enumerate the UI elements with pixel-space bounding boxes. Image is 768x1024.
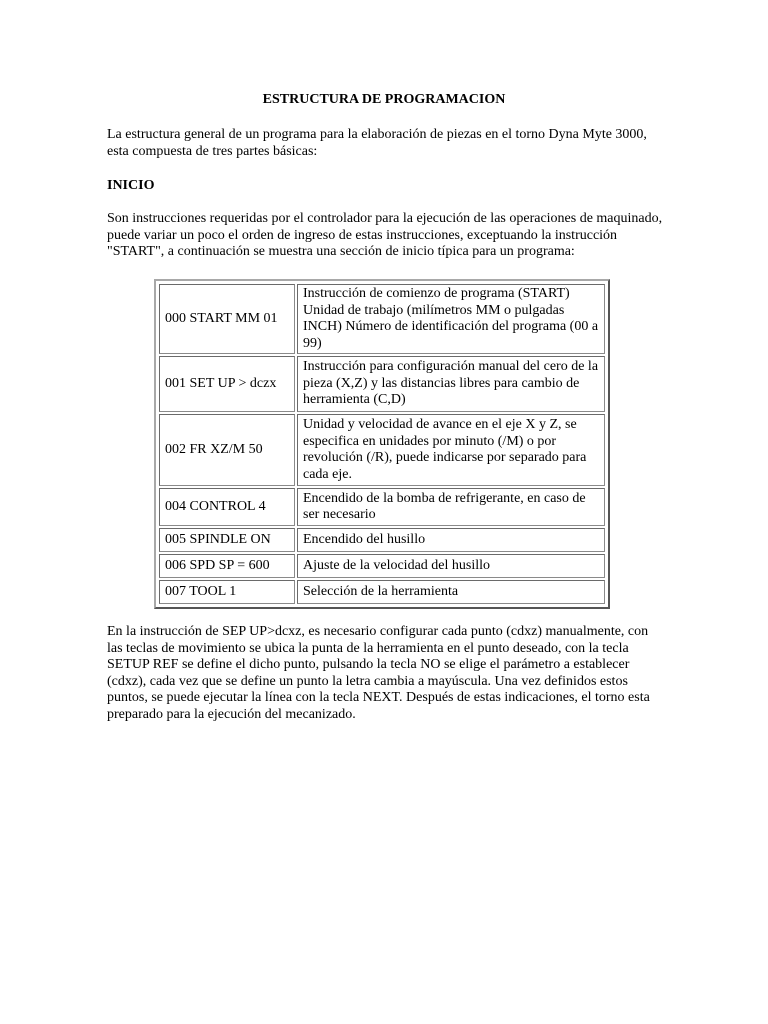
instruction-description-cell: Encendido del husillo (297, 528, 605, 552)
table-row (159, 554, 605, 578)
instruction-code-cell: 002 FR XZ/M 50 (159, 414, 295, 486)
instruction-code-cell: 005 SPINDLE ON (159, 528, 295, 552)
document-title: ESTRUCTURA DE PROGRAMACION (262, 92, 506, 107)
table-row (159, 580, 605, 604)
instruction-description-cell: Encendido de la bomba de refrigerante, en caso de ser necesario (297, 488, 605, 526)
intro-paragraph: La estructura general de un programa para la elaboración de piezas en el torno Dyna Myte 3000, esta compuesta de tres partes básicas: (107, 127, 647, 159)
instruction-description-cell: Instrucción para configuración manual del cero de la pieza (X,Z) y las distancias libres para cambio de herramienta (C,D) (297, 356, 605, 412)
instruction-table-frame (154, 279, 610, 609)
instruction-code-cell: 006 SPD SP = 600 (159, 554, 295, 578)
section-paragraph: Son instrucciones requeridas por el controlador para la ejecución de las operaciones de maquinado, puede variar un poco el orden de ingreso de estas instrucciones, exceptuando la instrucción "START", a continuación se muestra una sección de inicio típica para un programa: (107, 211, 663, 259)
table-row (159, 284, 605, 354)
instruction-description-cell: Ajuste de la velocidad del husillo (297, 554, 605, 578)
instruction-code-cell: 004 CONTROL 4 (159, 488, 295, 526)
table-row (159, 488, 605, 526)
instruction-code-cell: 007 TOOL 1 (159, 580, 295, 604)
instruction-description-cell: Instrucción de comienzo de programa (START) Unidad de trabajo (milímetros MM o pulgadas INCH) Número de identificación del programa (00 a 99) (297, 284, 605, 354)
table-row (159, 414, 605, 486)
instruction-description-cell: Selección de la herramienta (297, 580, 605, 604)
instruction-description-cell: Unidad y velocidad de avance en el eje X y Z, se especifica en unidades por minuto (/M) o por revolución (/R), puede indicarse por separado para cada eje. (297, 414, 605, 486)
table-row (159, 356, 605, 412)
instruction-code-cell: 000 START MM 01 (159, 284, 295, 354)
instruction-code-cell: 001 SET UP > dczx (159, 356, 295, 412)
closing-paragraph: En la instrucción de SEP UP>dcxz, es necesario configurar cada punto (cdxz) manualmente, con las teclas de movimiento se ubica la punta de la herramienta en el punto deseado, con la tecla SETUP REF se define el dicho punto, pulsando la tecla NO se elige el parámetro a establecer (cdxz), cada vez que se define un punto la letra cambia a mayúscula. Una vez definidos estos puntos, se puede ejecutar la línea con la tecla NEXT. Después de estas indicaciones, el torno esta preparado para la ejecución del mecanizado. (107, 624, 650, 722)
table-row (159, 528, 605, 552)
instruction-table (157, 282, 607, 606)
section-heading: INICIO (107, 178, 155, 193)
